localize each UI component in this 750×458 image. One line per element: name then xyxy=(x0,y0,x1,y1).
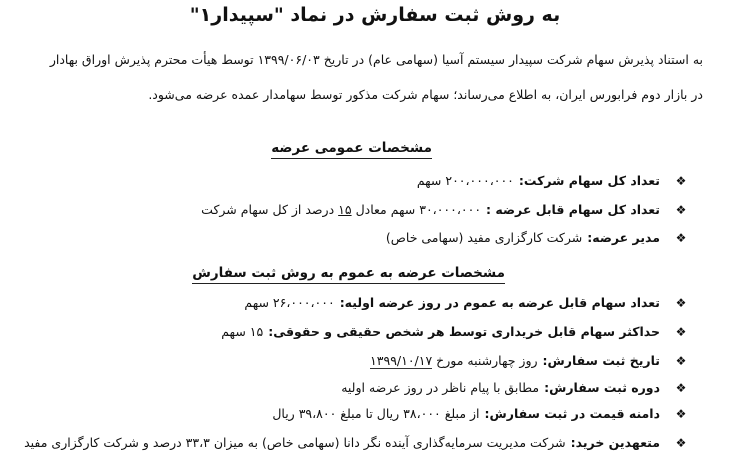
diamond-bullet-icon: ❖ xyxy=(675,436,687,450)
list-item-order-period xyxy=(341,379,688,397)
item-value xyxy=(201,201,481,219)
list-item-max-purchase xyxy=(221,323,688,341)
intro-line-1: به استناد پذیرش سهام شرکت سپیدار سیستم آسیا (سهامی عام) در تاریخ ۱۳۹۹/۰۶/۰۳ توسط هیأت محترم پذیرش اوراق بهادار xyxy=(49,52,703,67)
list-item-order-date xyxy=(370,352,688,370)
item-label: تعداد سهام قابل عرضه به عموم در روز عرضه اولیه: xyxy=(339,295,660,310)
item-value-pre: ۳۰،۰۰۰،۰۰۰ سهم معادل xyxy=(355,202,482,217)
item-label: حداکثر سهام قابل خریداری توسط هر شخص حقیقی و حقوقی: xyxy=(268,324,660,339)
item-value-percent: ۱۵ xyxy=(338,202,352,217)
item-label: تاریخ ثبت سفارش: xyxy=(542,353,660,368)
item-value: ۲۰۰،۰۰۰،۰۰۰ سهم xyxy=(416,173,514,188)
item-value: شرکت کارگزاری مفید (سهامی خاص) xyxy=(385,230,583,245)
list-item-total-shares xyxy=(417,172,688,190)
item-value: شرکت مدیریت سرمایه‌گذاری آینده نگر دانا (سهامی خاص) به میزان ۳۳،۳ درصد و شرکت کارگزاری مفید xyxy=(24,435,566,450)
item-value: ۲۶،۰۰۰،۰۰۰ سهم xyxy=(244,295,335,310)
item-label: دامنه قیمت در ثبت سفارش: xyxy=(484,406,660,421)
item-label: متعهدین خرید: xyxy=(570,435,660,450)
diamond-bullet-icon: ❖ xyxy=(675,231,687,245)
diamond-bullet-icon: ❖ xyxy=(675,407,687,421)
item-value: از مبلغ ۳۸،۰۰۰ ریال تا مبلغ ۳۹،۸۰۰ ریال xyxy=(272,406,480,421)
diamond-bullet-icon: ❖ xyxy=(675,174,687,188)
item-value: ۱۵ سهم xyxy=(221,324,264,339)
diamond-bullet-icon: ❖ xyxy=(675,203,687,217)
item-value-post: درصد از کل سهام شرکت xyxy=(201,202,335,217)
diamond-bullet-icon: ❖ xyxy=(675,381,687,395)
item-value-pre: روز چهارشنبه مورخ xyxy=(436,353,538,368)
item-value xyxy=(370,352,538,370)
section-heading-public-offering: مشخصات عرضه به عموم به روش ثبت سفارش xyxy=(192,264,505,284)
list-item-offerable-shares xyxy=(201,201,688,219)
item-label: مدیر عرضه: xyxy=(587,230,660,245)
item-value: مطابق با پیام ناظر در روز عرضه اولیه xyxy=(341,380,540,395)
item-label: تعداد کل سهام شرکت: xyxy=(518,173,660,188)
diamond-bullet-icon: ❖ xyxy=(675,325,687,339)
intro-line-2: در بازار دوم فرابورس ایران، به اطلاع می‌رساند؛ سهام شرکت مذکور توسط سهامدار عمده عرضه می‌شود. xyxy=(148,87,703,102)
list-item-underwriters xyxy=(24,434,688,452)
section-heading-general: مشخصات عمومی عرضه xyxy=(271,139,432,159)
list-item-offer-manager xyxy=(386,229,688,247)
item-value-date: ۱۳۹۹/۱۰/۱۷ xyxy=(370,353,433,368)
list-item-price-range xyxy=(272,405,688,423)
diamond-bullet-icon: ❖ xyxy=(675,354,687,368)
item-label: تعداد کل سهام قابل عرضه : xyxy=(486,202,660,217)
diamond-bullet-icon: ❖ xyxy=(675,296,687,310)
list-item-public-shares xyxy=(244,294,688,312)
item-label: دوره ثبت سفارش: xyxy=(544,380,660,395)
document-title: به روش ثبت سفارش در نماد "سپیدار۱" xyxy=(189,4,561,26)
